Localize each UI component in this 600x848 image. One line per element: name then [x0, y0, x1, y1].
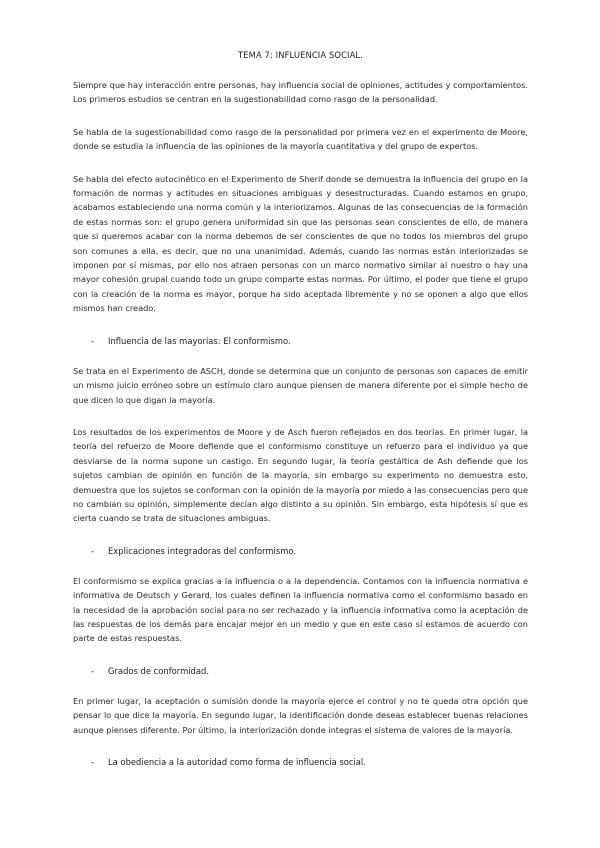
paragraph: Se trata en el Experimento de ASCH, donde se determina que un conjunto de personas son capaces de emitir un mismo juicio erróneo sobre un estímulo claro aunque piensen de manera diferente por el simple hecho de que dicen lo que digan la mayoría. [73, 365, 528, 405]
document-page [73, 50, 528, 785]
paragraph: Siempre que hay interacción entre personas, hay influencia social de opiniones, actitudes y comportamientos. Los primeros estudios se centran en la sugestionabilidad como rasgo de la personalidad. [73, 80, 528, 105]
section-heading-bullet [73, 755, 528, 769]
bullet-dash: - [91, 335, 95, 346]
section-heading-bullet [73, 334, 528, 348]
bullet-dash: - [91, 757, 95, 767]
section-heading-bullet [73, 544, 528, 558]
section-heading-text: Grados de conformidad. [108, 665, 209, 676]
section-heading-text: Explicaciones integradoras del conformismo. [108, 545, 297, 556]
bullet-dash: - [91, 665, 95, 676]
paragraph: Los resultados de los experimentos de Moore y de Asch fueron reflejados en dos teorías. En primer lugar, la teoría del refuerzo de Moore defiende que el conformismo constituye un refuerzo para el individuo ya que desviarse de la norma supone un castigo. En segundo lugar, la teoría gestáltica de Ash defiende que los sujetos cambian de opinión en función de la mayoría, sin embargo su experimento no demuestra esto, demuestra que los sujetos se conforman con la opinión de la mayoría por miedo a las consecuencias pero que no cambian su opinión, simplemente decían algo distinto a su opinión. Sin embargo, esta hipótesis sí que es cierta cuando se trata de situaciones ambiguas. [73, 426, 528, 524]
paragraph: Se habla de la sugestionabilidad como rasgo de la personalidad por primera vez en el experimento de Moore, donde se estudia la influencia de las opiniones de la mayoría cuantitativa y del grupo de expertos. [73, 126, 528, 152]
section-heading-text: Influencia de las mayorías: El conformismo. [108, 335, 291, 346]
section-heading-bullet [73, 664, 528, 678]
bullet-dash: - [91, 545, 95, 556]
section-heading-text: La obediencia a la autoridad como forma de influencia social. [108, 757, 366, 767]
document-title: TEMA 7: INFLUENCIA SOCIAL. [238, 50, 363, 60]
paragraph: El conformismo se explica gracias a la influencia o a la dependencia. Contamos con la influencia normativa e informativa de Deutsch y Gerard, los cuales definen la influencia normativa como el conformismo basado en la necesidad de la aprobación social para no ser rechazado y la influencia informativa como la aceptación de las respuestas de los demás para encajar mejor en un medio y que en este caso sí estamos de acuerdo con parte de estas respuestas. [73, 575, 528, 644]
paragraph: En primer lugar, la aceptación o sumisión donde la mayoría ejerce el control y no te queda otra opción que pensar lo que dice la mayoría. En segundo lugar, la identificación donde deseas establecer buenas relaciones aunque pienses diferente. Por último, la interiorización donde integras el sistema de valores de la mayoría. [73, 695, 528, 735]
paragraph: Se habla del efecto autocinético en el Experimento de Sherif donde se demuestra la influencia del grupo en la formación de normas y actitudes en situaciones ambiguas y desestructuradas. Cuando estamos en grupo, acabamos estableciendo una norma común y la interiorizamos. Algunas de las consecuencias de la formación de estas normas son: el grupo genera uniformidad sin que las personas sean conscientes de ello, de manera que si queremos acabar con la norma debemos de ser conscientes de que no todos los miembros del grupo son comunes a ella, es decir, que no una unanimidad. Además, cuando las normas están interiorizadas se imponen por sí mismas, por ello nos atraen personas con un marco normativo similar al nuestro o hay una mayor cohesión grupal cuando todo un grupo comparte estas normas. Por último, el poder que tiene el grupo con la creación de la norma es mayor, porque ha sido aceptada libremente y no se oponen a algo que ellos mismos han creado. [73, 173, 528, 314]
